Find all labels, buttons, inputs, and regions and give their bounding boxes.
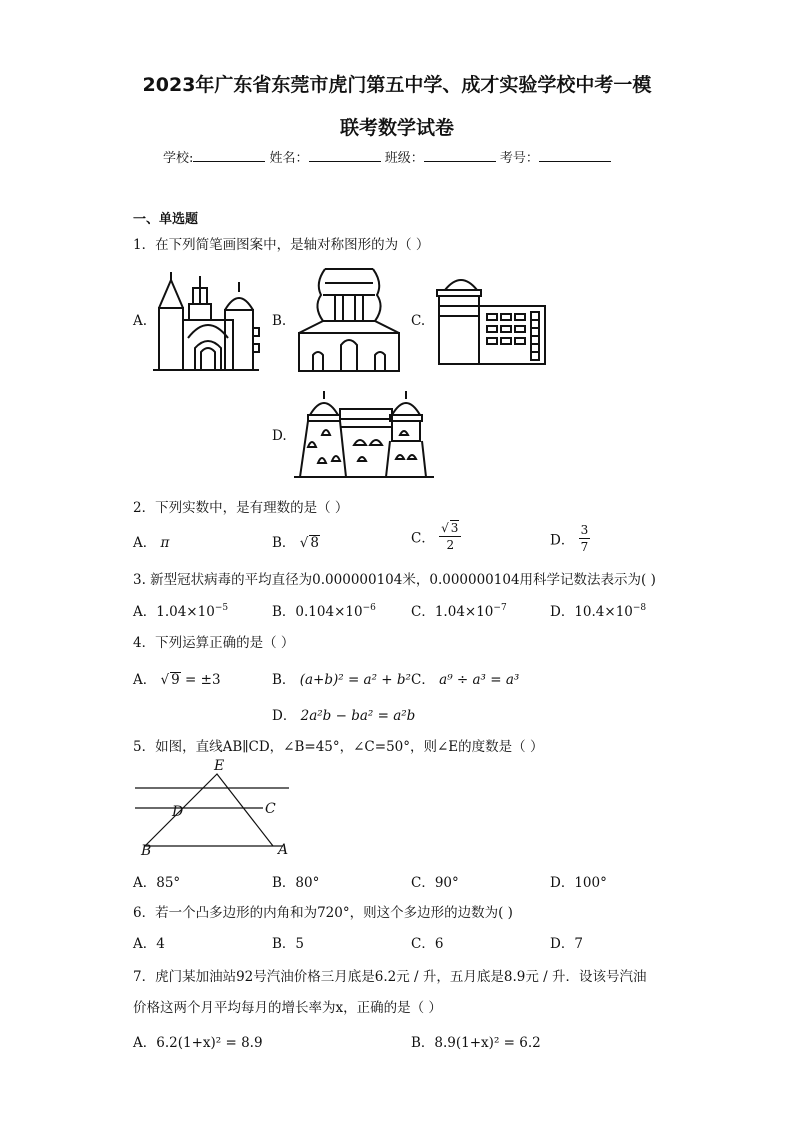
q3-c-exp: −7 bbox=[493, 603, 507, 613]
q6-stem: 6．若一个凸多边形的内角和为720°，则这个多边形的边数为( ) bbox=[133, 905, 513, 921]
q6-b-label: B． bbox=[272, 936, 296, 952]
q2-option-c[interactable] bbox=[411, 520, 461, 553]
q6-d-value: 7 bbox=[574, 936, 583, 952]
q3-a-base: 1.04×10 bbox=[156, 604, 215, 620]
point-a-label: A bbox=[278, 842, 289, 858]
q2-stem: 2．下列实数中，是有理数的是（ ） bbox=[133, 500, 349, 516]
q2-c-fraction: $\frac{√ 3}{2}$ bbox=[439, 520, 461, 553]
q7-option-b[interactable] bbox=[411, 1031, 541, 1051]
q5-c-label: C． bbox=[411, 875, 435, 891]
q6-option-b[interactable] bbox=[272, 932, 304, 952]
q7-stem-line2: 价格这两个月平均每月的增长率为x，正确的是（ ） bbox=[133, 1000, 442, 1016]
q4-a-rest: = ±3 bbox=[185, 672, 221, 688]
castle-icon[interactable] bbox=[153, 268, 265, 374]
q3-b-label: B． bbox=[272, 604, 296, 620]
q4-option-d[interactable] bbox=[272, 704, 415, 724]
q5-c-value: 90° bbox=[434, 875, 459, 891]
q6-option-c[interactable] bbox=[411, 932, 443, 952]
q6-b-value: 5 bbox=[295, 936, 305, 952]
q2-b-label: B． bbox=[272, 535, 296, 551]
q1-option-c-label[interactable]: C. bbox=[411, 313, 426, 329]
point-d-label: D bbox=[172, 804, 184, 820]
q3-d-label: D． bbox=[550, 604, 575, 620]
q2-a-label: A． bbox=[133, 535, 157, 551]
q4-option-c[interactable] bbox=[411, 668, 519, 688]
q5-option-d[interactable] bbox=[550, 871, 607, 891]
q4-b-label: B． bbox=[272, 672, 296, 688]
q4-option-a[interactable]: A． √ 9 = ±3 bbox=[133, 672, 221, 688]
point-e-label: E bbox=[214, 758, 225, 774]
twin-tower-castle-icon[interactable] bbox=[294, 387, 440, 483]
q2-d-numerator: 3 bbox=[580, 523, 589, 537]
q7-a-expr: 6.2(1+x)² = 8.9 bbox=[156, 1035, 263, 1051]
name-blank[interactable] bbox=[309, 149, 381, 162]
q4-c-label: C． bbox=[411, 672, 435, 688]
q5-d-label: D． bbox=[550, 875, 575, 891]
q6-option-d[interactable] bbox=[550, 932, 583, 952]
q1-option-a-label[interactable]: A. bbox=[133, 313, 148, 329]
school-label: 学校: bbox=[163, 151, 194, 166]
q3-option-b[interactable] bbox=[272, 600, 376, 620]
q3-d-base: 10.4×10 bbox=[574, 604, 633, 620]
q2-option-a[interactable] bbox=[133, 531, 169, 551]
q6-option-a[interactable] bbox=[133, 932, 165, 952]
q6-a-label: A． bbox=[133, 936, 157, 952]
q2-a-value: π bbox=[160, 535, 170, 551]
q6-a-value: 4 bbox=[156, 936, 165, 952]
q7-b-expr: 8.9(1+x)² = 6.2 bbox=[434, 1035, 541, 1051]
q3-option-a[interactable] bbox=[133, 600, 228, 620]
q4-c-expr: a⁹ ÷ a³ = a³ bbox=[439, 672, 520, 688]
q6-d-label: D． bbox=[550, 936, 575, 952]
q2-c-radicand: 3 bbox=[450, 521, 459, 535]
q3-c-base: 1.04×10 bbox=[434, 604, 494, 620]
exam-title-line2: 联考数学试卷 bbox=[339, 117, 454, 139]
point-c-label: C bbox=[265, 801, 276, 817]
info-fields bbox=[163, 147, 611, 166]
school-blank[interactable] bbox=[193, 149, 265, 162]
q3-d-exp: −8 bbox=[632, 603, 647, 613]
q2-b-sqrt: √ 8 bbox=[299, 535, 319, 551]
q3-c-label: C． bbox=[411, 604, 435, 620]
q3-stem: 3. 新型冠状病毒的平均直径为0.000000104米，0.000000104用科学记数法表示为( ) bbox=[133, 572, 656, 588]
q3-a-exp: −5 bbox=[214, 603, 229, 613]
q7-option-a[interactable] bbox=[133, 1031, 263, 1051]
q5-b-value: 80° bbox=[295, 875, 320, 891]
q4-d-expr: 2a²b − ba² = a²b bbox=[300, 708, 416, 724]
q2-option-d[interactable] bbox=[550, 522, 590, 555]
q4-b-expr: (a+b)² = a² + b² bbox=[299, 672, 411, 688]
q5-option-a[interactable] bbox=[133, 871, 180, 891]
q1-option-d-label[interactable]: D. bbox=[272, 428, 287, 444]
q5-option-b[interactable] bbox=[272, 871, 319, 891]
q7-stem-line1: 7．虎门某加油站92号汽油价格三月底是6.2元 / 升，五月底是8.9元 / 升．设该号汽油 bbox=[133, 969, 647, 985]
q5-b-label: B． bbox=[272, 875, 296, 891]
q4-option-b[interactable] bbox=[272, 668, 411, 688]
q3-b-exp: −6 bbox=[362, 603, 376, 613]
q3-option-d[interactable] bbox=[550, 600, 646, 620]
q2-d-label: D． bbox=[550, 532, 575, 549]
q5-a-value: 85° bbox=[156, 875, 181, 891]
office-building-icon[interactable] bbox=[435, 270, 549, 366]
q5-a-label: A． bbox=[133, 875, 157, 891]
q3-b-base: 0.104×10 bbox=[295, 604, 363, 620]
q4-a-label: A． bbox=[133, 672, 157, 688]
q2-d-fraction bbox=[579, 522, 591, 555]
q7-a-label: A． bbox=[133, 1035, 157, 1051]
point-b-label: B bbox=[141, 843, 152, 859]
name-label: 姓名： bbox=[269, 151, 309, 166]
q2-b-radicand: 8 bbox=[310, 535, 319, 551]
q2-c-denominator: 2 bbox=[446, 538, 455, 552]
q4-stem: 4．下列运算正确的是（ ） bbox=[133, 635, 295, 651]
q5-stem: 5．如图，直线AB∥CD，∠B=45°，∠C=50°，则∠E的度数是（ ） bbox=[133, 739, 544, 755]
q5-d-value: 100° bbox=[574, 875, 607, 891]
q1-option-b-label[interactable]: B. bbox=[272, 313, 287, 329]
q2-d-denominator: 7 bbox=[580, 540, 589, 554]
q2-option-b[interactable] bbox=[272, 531, 320, 551]
q3-option-c[interactable] bbox=[411, 600, 507, 620]
q1-stem: 1．在下列简笔画图案中，是轴对称图形的为（ ） bbox=[133, 237, 430, 253]
q6-c-label: C． bbox=[411, 936, 435, 952]
pagoda-gate-icon[interactable] bbox=[295, 265, 403, 375]
q2-c-label: C． bbox=[411, 530, 435, 547]
section-title: 一、单选题 bbox=[133, 212, 199, 227]
class-label: 班级： bbox=[384, 151, 424, 166]
exam-title-line1: 2023年广东省东莞市虎门第五中学、成才实验学校中考一模 bbox=[142, 74, 652, 96]
q4-d-label: D． bbox=[272, 708, 297, 724]
q4-a-radicand: 9 bbox=[171, 672, 180, 688]
q6-c-value: 6 bbox=[434, 936, 444, 952]
q3-a-label: A． bbox=[133, 604, 157, 620]
exam-number-blank[interactable] bbox=[539, 149, 611, 162]
q7-b-label: B． bbox=[411, 1035, 435, 1051]
exam-number-label: 考号： bbox=[499, 151, 539, 166]
class-blank[interactable] bbox=[424, 149, 496, 162]
q5-option-c[interactable] bbox=[411, 871, 459, 891]
